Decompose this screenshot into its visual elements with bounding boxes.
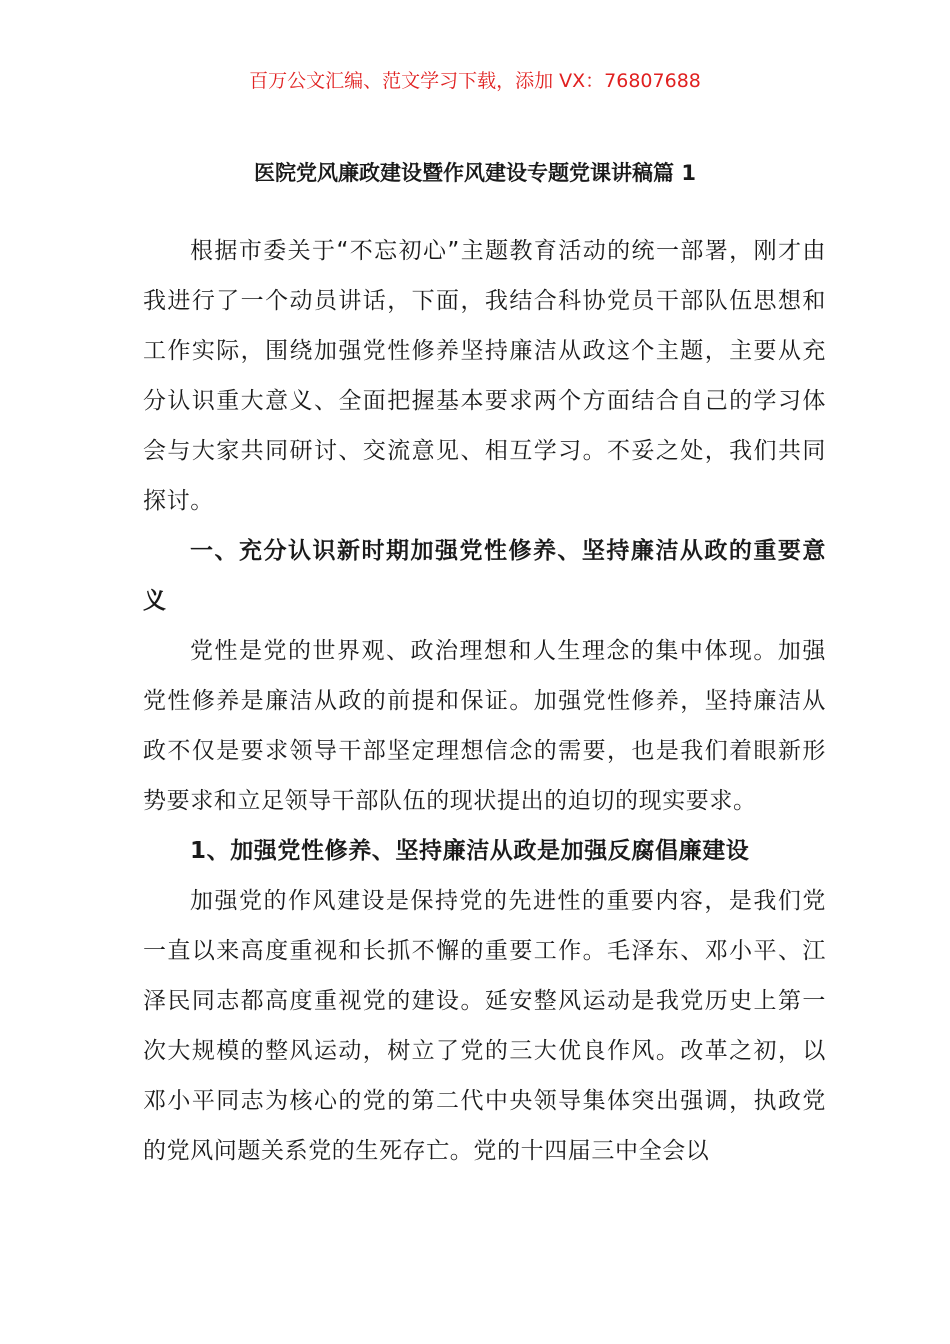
- document-title: 医院党风廉政建设暨作风建设专题党课讲稿篇 1: [254, 161, 696, 185]
- paragraph-party-spirit: 党性是党的世界观、政治理想和人生理念的集中体现。加强党性修养是廉洁从政的前提和保证。加强党性修养，坚持廉洁从政不仅是要求领导干部坚定理想信念的需要，也是我们着眼新形势要求和立足领导干部队伍的现状提出的迫切的现实要求。: [143, 638, 826, 814]
- document-body: [143, 226, 826, 1176]
- paragraph-style-building: 加强党的作风建设是保持党的先进性的重要内容，是我们党一直以来高度重视和长抓不懈的重要工作。毛泽东、邓小平、江泽民同志都高度重视党的建设。延安整风运动是我党历史上第一次大规模的整风运动，树立了党的三大优良作风。改革之初，以邓小平同志为核心的党的第二代中央领导集体突出强调，执政党的党风问题关系党的生死存亡。党的十四届三中全会以: [143, 888, 826, 1164]
- header-notice: 百万公文汇编、范文学习下载，添加 VX：76807688: [249, 70, 701, 92]
- subsection-heading-1: 1、加强党性修养、坚持廉洁从政是加强反腐倡廉建设: [190, 838, 750, 864]
- section-heading-1: 一、充分认识新时期加强党性修养、坚持廉洁从政的重要意义: [143, 538, 826, 614]
- paragraph-intro: 根据市委关于“不忘初心”主题教育活动的统一部署，刚才由我进行了一个动员讲话，下面，我结合科协党员干部队伍思想和工作实际，围绕加强党性修养坚持廉洁从政这个主题，主要从充分认识重大意义、全面把握基本要求两个方面结合自己的学习体会与大家共同研讨、交流意见、相互学习。不妥之处，我们共同探讨。: [143, 238, 826, 514]
